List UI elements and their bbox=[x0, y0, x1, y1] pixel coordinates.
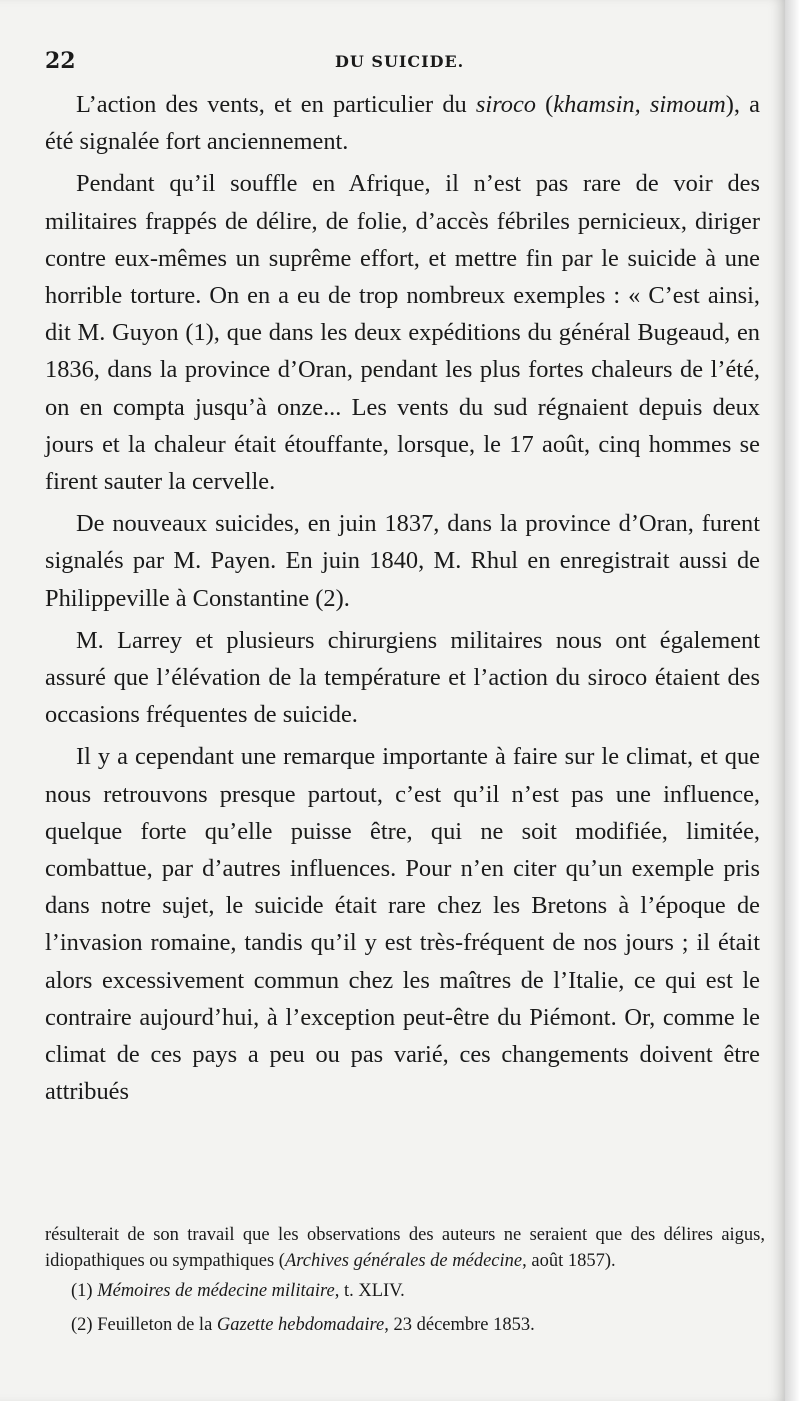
paragraph-2: Pendant qu’il souffle en Afrique, il n’est pas rare de voir des militaires frappés de délire, de folie, d’accès fébriles pernicieux, diriger contre eux-mêmes un suprême effort, et mettre fin par le suicide à une horrible torture. On en a eu de trop nombreux exemples : « C’est ainsi, dit M. Guyon (1), que dans les deux expéditions du général Bugeaud, en 1836, dans la province d’Oran, pendant les plus fortes chaleurs de l’été, on en compta jusqu’à onze... Les vents du sud régnaient depuis deux jours et la chaleur était étouffante, lorsque, le 17 août, cinq hommes se firent sauter la cervelle. bbox=[45, 170, 760, 496]
main-text bbox=[45, 86, 760, 1110]
running-head: DU SUICIDE. bbox=[335, 52, 465, 71]
paragraph-3: De nouveaux suicides, en juin 1837, dans la province d’Oran, furent signalés par M. Payen. En juin 1840, M. Rhul en enregistrait aussi de Philippeville à Constantine (2). bbox=[45, 510, 760, 612]
footnote-2-rest: , 23 décembre 1853. bbox=[384, 1315, 535, 1335]
page-number: 22 bbox=[45, 48, 76, 74]
paragraph-1-text-c: ), a été signalée fort anciennement. bbox=[45, 91, 760, 156]
paragraph-4: M. Larrey et plusieurs chirurgiens militaires nous ont également assuré que l’élévation de la température et l’action du siroco étaient des occasions fréquentes de suicide. bbox=[45, 626, 760, 729]
footnote-2-title: Gazette hebdomadaire bbox=[216, 1315, 385, 1335]
paragraph-1 bbox=[45, 86, 760, 160]
footnotes bbox=[45, 1222, 765, 1338]
khamsin-simoum-italic: khamsin, simoum bbox=[553, 91, 726, 118]
footnote-continuation-text-b: , août 1857). bbox=[522, 1251, 616, 1271]
page-gutter-shadow bbox=[785, 0, 800, 1401]
footnote-1-marker: (1) bbox=[71, 1281, 98, 1301]
archives-italic: Archives générales de médecine bbox=[284, 1251, 523, 1271]
siroco-italic: siroco bbox=[475, 91, 536, 118]
paragraph-5: Il y a cependant une remarque importante à faire sur le climat, et que nous retrouvons presque partout, c’est qu’il n’est pas une influence, quelque forte qu’elle puisse être, qui ne soit modifiée, limitée, combattue, par d’autres influences. Pour n’en citer qu’un exemple pris dans notre sujet, le suicide était rare chez les Bretons à l’époque de l’invasion romaine, tandis qu’il y est très-fréquent de nos jours ; il était alors excessivement commun chez les maîtres de l’Italie, ce qui est le contraire aujourd’hui, à l’exception peut-être du Piémont. Or, comme le climat de ces pays a peu ou pas varié, ces changements doivent être attribués bbox=[45, 743, 760, 1106]
footnote-2-marker: (2) Feuilleton de la bbox=[71, 1315, 217, 1335]
paragraph-1-text-b: ( bbox=[536, 91, 554, 118]
page-header bbox=[45, 48, 745, 82]
footnote-continuation-text-a: résulterait de son travail que les observations des auteurs ne seraient que des délires aigus, idiopathiques ou sympathiques ( bbox=[45, 1225, 765, 1271]
footnote-1 bbox=[45, 1278, 765, 1304]
footnote-1-title: Mémoires de médecine militaire bbox=[97, 1281, 335, 1301]
paragraph-1-text-a: L’action des vents, et en particulier du bbox=[76, 91, 476, 118]
footnote-continuation bbox=[45, 1222, 765, 1274]
footnote-1-rest: , t. XLIV. bbox=[334, 1281, 405, 1301]
footnote-2 bbox=[45, 1312, 765, 1338]
